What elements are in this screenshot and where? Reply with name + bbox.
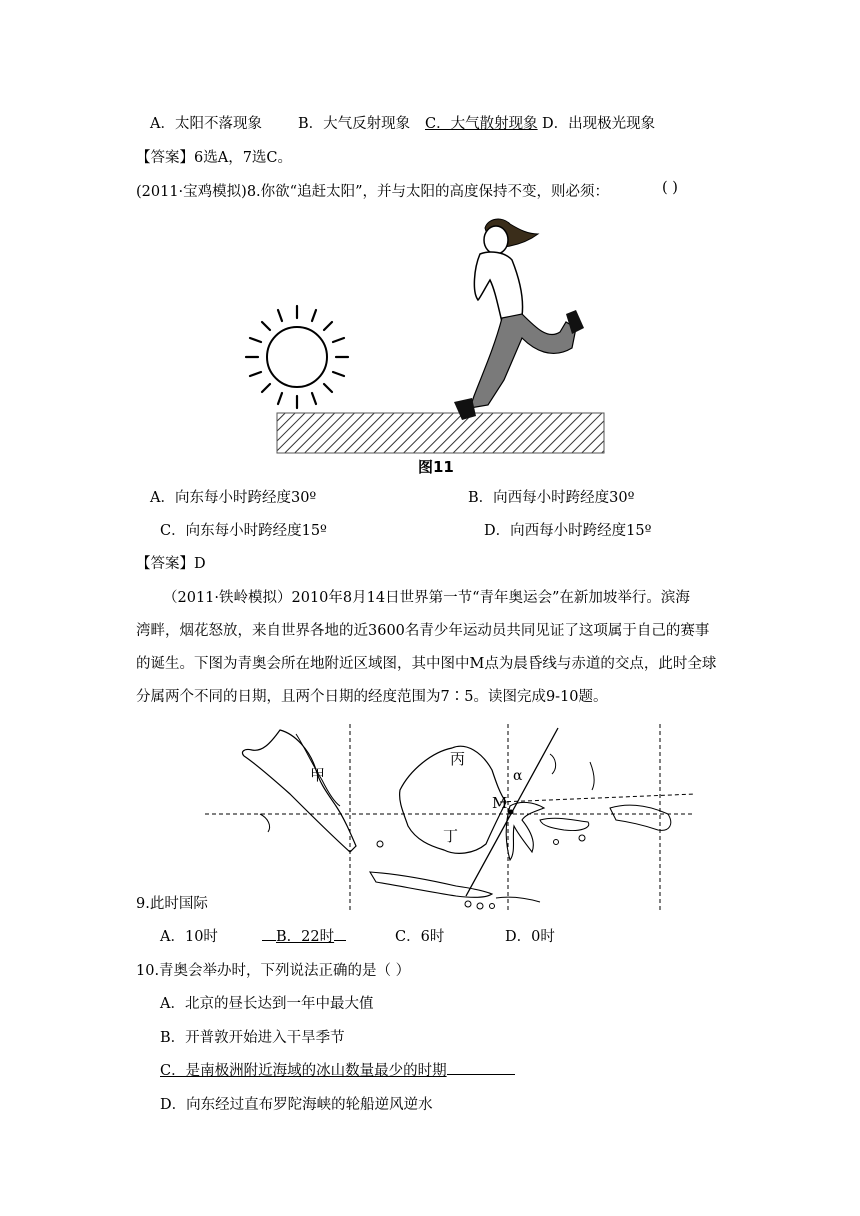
figure-11-drawing [240, 210, 630, 480]
q7-option-a: A．太阳不落现象 [150, 116, 262, 132]
passage-line-2: 湾畔，烟花怒放，来自世界各地的近3600名青少年运动员共同见证了这项属于自己的赛事 [136, 623, 710, 639]
passage-line-4: 分属两个不同的日期，且两个日期的经度范围为7∶5。读图完成9-10题。 [136, 689, 608, 705]
q8-option-b: B．向西每小时跨经度30º [468, 490, 635, 506]
q8-stem: (2011·宝鸡模拟)8.你欲“追赶太阳”，并与太阳的高度保持不变，则必须： [136, 184, 609, 200]
q8-answer: 【答案】D [136, 556, 206, 572]
figure-11 [240, 210, 630, 480]
q9-option-a: A．10时 [160, 929, 218, 945]
passage-line-1: （2011·铁岭模拟）2010年8月14日世界第一节“青年奥运会”在新加坡举行。滨海 [163, 590, 690, 606]
sun-icon [246, 306, 348, 408]
answer-6-7: 【答案】6选A，7选C。 [136, 150, 293, 166]
q10-option-b: B．开普敦开始进入干旱季节 [160, 1030, 345, 1046]
q7-option-d: D．出现极光现象 [542, 116, 656, 132]
map-label-ding: 丁 [443, 827, 459, 845]
q8-option-c: C．向东每小时跨经度15º [160, 523, 327, 539]
running-person-icon [454, 219, 584, 420]
passage-line-3: 的诞生。下图为青奥会所在地附近区域图，其中图中M点为晨昏线与赤道的交点，此时全球 [136, 656, 717, 672]
q9-option-b-wrap [262, 925, 346, 946]
map-label-bing: 丙 [450, 750, 466, 768]
q8-option-d: D．向西每小时跨经度15º [484, 523, 652, 539]
q10-option-c: C．是南极洲附近海域的冰山数量最少的时期 [160, 1063, 447, 1079]
map-label-m: M [492, 794, 508, 812]
q10-stem: 10.青奥会举办时，下列说法正确的是（ ） [136, 963, 411, 979]
q9-option-c: C．6时 [395, 929, 445, 945]
map-label-jia: 甲 [310, 766, 326, 784]
q9-option-d: D．0时 [505, 929, 555, 945]
q9-option-b: B．22时 [276, 929, 335, 945]
q9-stem: 9.此时国际 [136, 896, 208, 912]
ground-hatch [277, 413, 604, 453]
q10-option-a: A．北京的昼长达到一年中最大值 [160, 996, 374, 1012]
point-m [509, 810, 514, 815]
q7-option-b: B．大气反射现象 [298, 116, 411, 132]
q8-answer-paren: ( ) [662, 180, 678, 196]
q10-option-c-wrap [160, 1059, 515, 1080]
figure-11-caption: 图11 [418, 458, 454, 476]
q8-option-a: A．向东每小时跨经度30º [150, 490, 317, 506]
map-label-alpha: α [513, 768, 523, 784]
region-map [200, 722, 700, 912]
q10-option-d: D．向东经过直布罗陀海峡的轮船逆风逆水 [160, 1097, 433, 1113]
q7-option-c: C．大气散射现象 [425, 116, 538, 132]
